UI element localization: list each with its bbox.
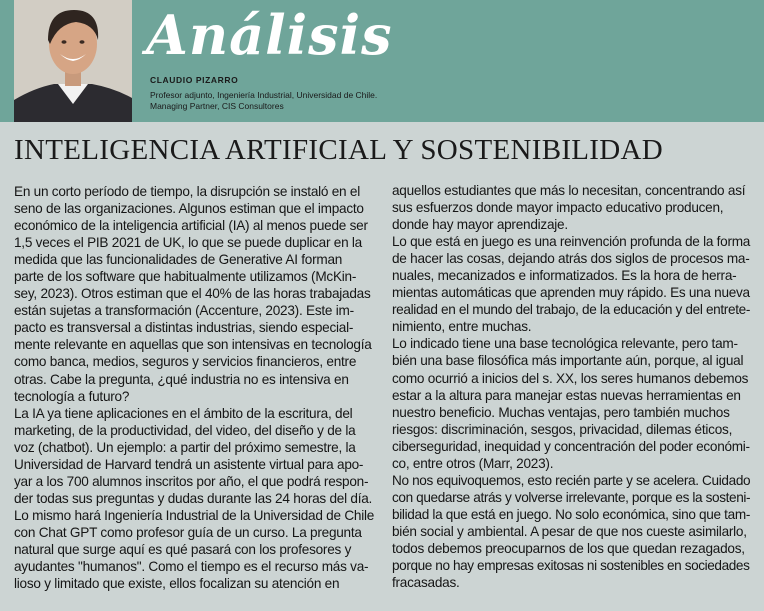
- text-line: yar a los 700 alumnos inscritos por año, el que podrá respon-: [14, 473, 369, 489]
- text-line: todos debemos preocuparnos de los que quedan rezagados,: [392, 540, 745, 556]
- author-role-line: Profesor adjunto, Ingeniería Industrial, Universidad de Chile.: [150, 90, 378, 100]
- text-line: nuestro beneficio. Muchas ventajas, pero también muchos: [392, 404, 730, 420]
- text-line: con Chat GPT como profesor guía de un curso. La pregunta: [14, 524, 362, 540]
- text-line: tecnología a futuro?: [14, 388, 130, 404]
- text-line: medida que las funcionalidades de Generative AI forman: [14, 252, 343, 268]
- article-column-right: [392, 182, 750, 591]
- text-line: como banca, medios, seguros y servicios financieros, entre: [14, 354, 357, 370]
- author-portrait-icon: [14, 0, 132, 122]
- author-photo: [14, 0, 132, 122]
- text-line: bién social y ambiental. A pesar de que nos cueste asimilarlo,: [392, 523, 747, 539]
- text-line: donde hay mayor aprendizaje.: [392, 217, 568, 233]
- text-line: seno de las organizaciones. Algunos estiman que el impacto: [14, 201, 364, 217]
- text-line: Lo que está en juego es una reinvención profunda de la forma: [392, 234, 751, 250]
- text-line: mientas automáticas que aprenden muy rápido. Es una nueva: [392, 285, 750, 301]
- text-line: porque no hay empresas exitosas ni sostenibles en sociedades: [392, 558, 750, 574]
- text-line: ayudantes "humanos". Como el tiempo es el recurso más va-: [14, 559, 369, 575]
- text-line: Lo mismo hará Ingeniería Industrial de la Universidad de Chile: [14, 507, 375, 523]
- text-line: co, entre otros (Marr, 2023).: [392, 455, 554, 471]
- text-line: voz (chatbot). Un ejemplo: a partir del próximo semestre, la: [14, 439, 356, 455]
- text-line: marketing, de la productividad, del video, del diseño y de la: [14, 422, 356, 438]
- section-title: Análisis: [146, 3, 393, 67]
- text-line: fracasadas.: [392, 575, 460, 591]
- text-line: No nos equivoquemos, esto recién parte y se acelera. Cuidado: [392, 472, 751, 488]
- text-line: der todas sus preguntas y dudas durante las 24 horas del día.: [14, 490, 373, 506]
- text-line: bién una base filosófica más importante aún, porque, al igual: [392, 353, 744, 369]
- text-line: riesgos: discriminación, sesgos, privacidad, dilemas éticos,: [392, 421, 733, 437]
- text-line: como ocurrió a inicios del s. XX, los seres humanos debemos: [392, 370, 749, 386]
- text-line: de hacer las cosas, dejando atrás dos siglos de procesos ma-: [392, 251, 750, 267]
- text-line: con quedarse atrás y volverse irrelevante, porque es la sosteni-: [392, 489, 751, 505]
- text-line: económico de la inteligencia artificial (IA) al menos puede ser: [14, 218, 368, 234]
- text-line: sus esfuerzos donde mayor impacto educativo producen,: [392, 200, 724, 216]
- author-name: CLAUDIO PIZARRO: [150, 75, 239, 85]
- column-header: [0, 0, 764, 122]
- article-headline: INTELIGENCIA ARTIFICIAL Y SOSTENIBILIDAD: [14, 134, 663, 166]
- text-line: están sujetas a transformación (Accenture, 2023). Este im-: [14, 303, 354, 319]
- text-line: bilidad la que está en juego. No solo económica, sino que tam-: [392, 506, 751, 522]
- text-line: parte de los software que habitualmente utilizamos (McKin-: [14, 269, 357, 285]
- text-line: nuales, mecanizados e informatizados. Es la hora de herra-: [392, 268, 737, 284]
- text-line: Universidad de Harvard tendrá un asistente virtual para apo-: [14, 456, 364, 472]
- text-line: pacto es transversal a distintas industrias, siendo especial-: [14, 320, 354, 336]
- text-line: En un corto período de tiempo, la disrupción se instaló en el: [14, 184, 360, 199]
- text-line: mente relevante en aquellas que son intensivas en tecnología: [14, 337, 372, 353]
- text-line: Lo indicado tiene una base tecnológica relevante, pero tam-: [392, 336, 738, 352]
- text-line: ciberseguridad, inequidad y concentración del poder económi-: [392, 438, 750, 454]
- article-column-left: [14, 183, 376, 592]
- text-line: natural que surge aquí es qué pasará con los profesores y: [14, 541, 352, 557]
- text-line: La IA ya tiene aplicaciones en el ámbito de la escritura, del: [14, 405, 353, 421]
- author-role-line: Managing Partner, CIS Consultores: [150, 101, 284, 111]
- text-line: estar a la altura para manejar estas nuevas herramientas en: [392, 387, 741, 403]
- text-line: sey, 2023). Otros estiman que el 40% de las horas trabajadas: [14, 286, 371, 302]
- text-line: nimiento, entre muchas.: [392, 319, 532, 335]
- text-line: 1,5 veces el PIB 2021 de UK, lo que se puede duplicar en la: [14, 235, 362, 251]
- text-line: lioso y limitado que existe, ellos focalizan su atención en: [14, 576, 340, 592]
- text-line: aquellos estudiantes que más lo necesitan, concentrando así: [392, 183, 746, 198]
- text-line: realidad en el mundo del trabajo, de la educación y del entrete-: [392, 302, 751, 318]
- text-line: otras. Cabe la pregunta, ¿qué industria no es intensiva en: [14, 371, 349, 387]
